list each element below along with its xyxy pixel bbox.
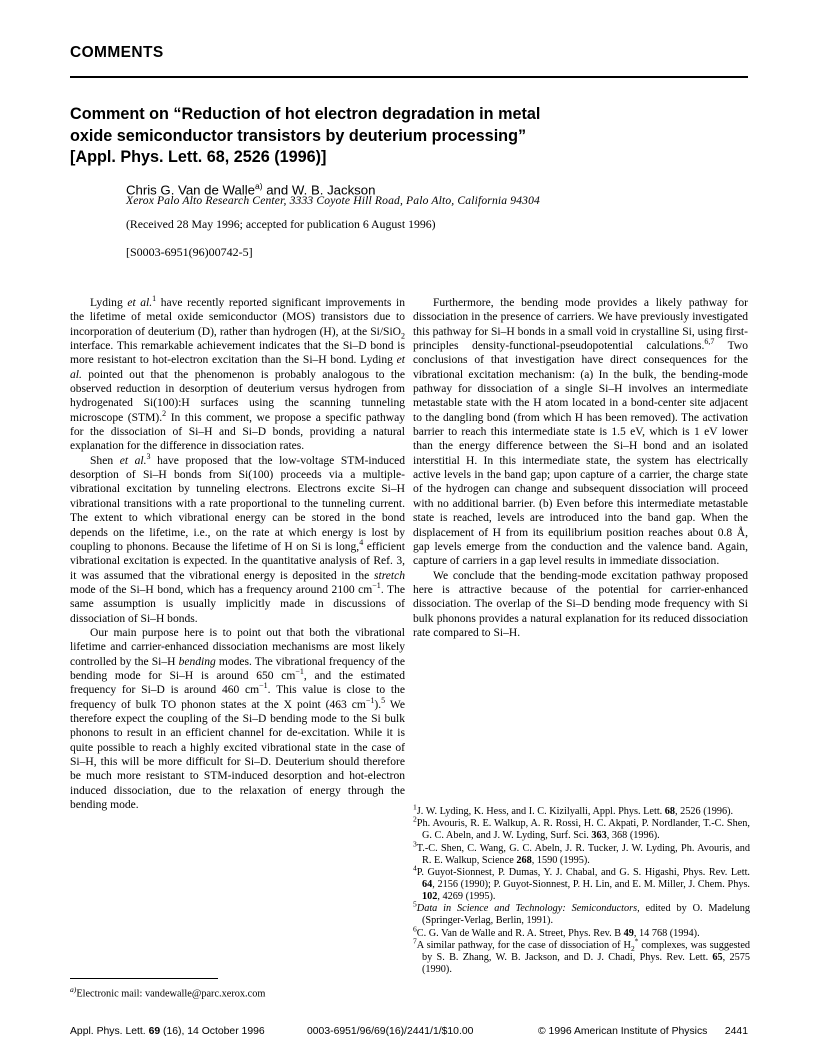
reference-item: $^4$P. Guyot-Sionnest, P. Dumas, Y. J. Chabal, and G. S. Higashi, Phys. Rev. Lett. 64, 2156 (1990); P. Guyot-Sionnest, P. H. Lin, and E. M. Miller, J. Chem. Phys. 102, 4269 (1995). — [413, 863, 750, 902]
paragraph: Lyding et al.$^1$ have recently reported significant improvements in the lifetime of metal oxide semiconductor (MOS) transistors due to incorporation of deuterium (D), rather than hydrogen (H), at the Si/SiO$_2$ interface. This remarkable achievement indicates that the Si–D bond is more resistant to hot-electron excitation than the Si–H bond. Lyding et al. pointed out that the phenomenon is probably analogous to the observed reduction in desorption of deuterium versus hydrogen from hydrogenated Si(100):H surfaces using the scanning tunneling microscope (STM).$^2$ In this comment, we propose a specific pathway for the dissociation of Si–H and Si–D bonds, providing a natural explanation for the difference in dissociation rates. — [70, 294, 406, 453]
footnote-divider — [70, 978, 218, 979]
reference-item: $^3$T.-C. Shen, C. Wang, G. C. Abeln, J. R. Tucker, J. W. Lyding, Ph. Avouris, and R. E. Walkup, Science 268, 1590 (1995). — [413, 839, 750, 866]
paragraph: Furthermore, the bending mode provides a likely pathway for dissociation in the presence of carriers. We have previously investigated this pathway for Si–H bonds in a small void in crystalline Si, using first-principles density-functional-pseudopotential calculations.$^{6,7}$ Two conclusions of that investigation have direct consequences for the vibrational excitation mechanism: (a) In the bulk, the bending-mode pathway for dissociation of a single Si–H involves an intermediate metastable state with the H atom located in a bond-center site adjacent to the dangling bond (from which H has been removed). The activation barrier to reach this intermediate state is 1.5 eV, which is 1 eV lower than the energy difference between the Si–H bond and an isolated interstitial H. In this intermediate state, the system has electrically active levels in the band gap; upon capture of a carrier, the charge state of the hydrogen can change and subsequent dissociation will proceed with no additional barrier. (b) Even before this intermediate metastable state is reached, levels are introduced into the band gap. When the displacement of H from its equilibrium position reaches about 0.8 Å, gap levels emerge from the conduction and the valence band. Again, capture of carriers in a gap level results in immediate dissociation. — [413, 297, 748, 568]
reference-number: 4 — [413, 863, 417, 873]
page-footer — [70, 1026, 748, 1040]
reference-item: $^6$C. G. Van de Walle and R. A. Street, Phys. Rev. B 49, 14 768 (1994). — [413, 924, 700, 939]
reference-list — [413, 802, 751, 976]
paragraph: We conclude that the bending-mode excitation pathway proposed here is attractive because of the potential for carrier-enhanced dissociation. The overlap of the Si–D bending mode frequency with Si bulk phonons provides a natural explanation for its reduced dissociation rate compared to Si–H. — [413, 569, 748, 639]
received-date: (Received 28 May 1996; accepted for publication 6 August 1996) — [126, 217, 436, 231]
footer-journal-prefix: Appl. Phys. Lett. — [70, 1026, 149, 1037]
affiliation: Xerox Palo Alto Research Center, 3333 Coyote Hill Road, Palo Alto, California 94304 — [126, 194, 541, 207]
footer-page-number: 2441 — [724, 1026, 748, 1037]
body-column-right — [413, 296, 748, 640]
author-names-secondary: and W. B. Jackson — [262, 182, 376, 198]
footer-issn-line: 0003-6951/96/69(16)/2441/1/$10.00 — [307, 1026, 474, 1037]
paragraph: Our main purpose here is to point out that both the vibrational lifetime and carrier-enhanced dissociation mechanisms are most likely controlled by the Si–H bending modes. The vibrational frequency of the bending mode for Si–H is around 650 $cm^{-1}$, and the estimated frequency for Si–D is around 460 $cm^{-1}$. This value is close to the frequency of bulk TO phonon states at the X point (463 $cm^{-1}).^5$ We therefore expect the coupling of the Si–D bending mode to the Si bulk phonons to result in an efficient channel for de-excitation. While it is quite possible to reach a highly excited vibrational state in the case of Si–H, this will be more difficult for Si–D. Deuterium should therefore be much more resistant to STM-induced desorption and hot-electron induced dissociation, due to the relaxation of energy through the bending mode. — [70, 626, 405, 812]
page-title — [70, 104, 710, 169]
title-line-3: [Appl. Phys. Lett. 68, 2526 (1996)] — [70, 148, 327, 166]
reference-number: 2 — [413, 815, 417, 824]
reference-item: $^5$Data in Science and Technology: Semiconductors, edited by O. Madelung (Springer-Verlag, Berlin, 1991). — [413, 899, 750, 927]
author-footnote-marker[interactable]: a) — [255, 181, 263, 191]
article-identifier: [S0003-6951(96)00742-5] — [126, 245, 253, 259]
reference-number: 3 — [413, 839, 417, 849]
author-names-primary: Chris G. Van de Walle — [126, 182, 255, 198]
header-divider — [70, 76, 748, 78]
footer-journal-volume: 69 — [148, 1026, 161, 1037]
reference-item: $^2$Ph. Avouris, R. E. Walkup, A. R. Rossi, H. C. Akpati, P. Nordlander, T.-C. Shen, G. C. Abeln, and J. W. Lyding, Surf. Sci. 363, 368 (1996). — [413, 815, 750, 842]
footer-journal-suffix: (16), 14 October 1996 — [160, 1026, 265, 1037]
reference-item: $^1$J. W. Lyding, K. Hess, and I. C. Kizilyalli, Appl. Phys. Lett. 68, 2526 (1996). — [413, 802, 734, 817]
reference-item: $^7$A similar pathway, for the case of dissociation of $H_2^*$ complexes, was suggested by S. B. Zhang, W. B. Jackson, and D. J. Chadi, Phys. Rev. Lett. 65, 2575 (1990). — [413, 936, 751, 975]
reference-number: 6 — [413, 924, 417, 934]
title-line-1: Comment on “Reduction of hot electron degradation in metal — [70, 105, 541, 123]
footnote-text: Electronic mail: vandewalle@parc.xerox.com — [76, 988, 266, 1000]
footnote-marker: a) — [70, 985, 77, 994]
title-line-2: oxide semiconductor transistors by deuterium processing” — [70, 126, 527, 145]
footer-copyright: © 1996 American Institute of Physics — [538, 1026, 708, 1037]
body-column-left — [70, 296, 405, 812]
reference-number: 1 — [413, 802, 417, 812]
reference-number: 5 — [413, 899, 417, 909]
section-header: COMMENTS — [70, 44, 164, 61]
paragraph: Shen et al.$^3$ have proposed that the low-voltage STM-induced desorption of Si–H bonds from Si(100) proceeds via a multiple-vibrational excitation by tunneling electrons. Electrons excite Si–H vibrational transitions with a rate proportional to the tunneling current. The extent to which vibrational energy can be stored in the bond depends on the lifetime, i.e., on the rate at which energy is lost by coupling to phonons. Because the lifetime of H on Si is long,$^4$ efficient vibrational excitation is expected. In the quantitative analysis of Ref. 3, it was assumed that the vibrational energy is deposited in the stretch mode of the Si–H bond, which has a frequency around 2100 $cm^{-1}$. The same assumption is usually implicitly made in discussions of dissociation of Si–H bonds. — [70, 451, 405, 625]
footnote-email — [70, 985, 265, 999]
reference-number: 7 — [413, 936, 417, 946]
footer-journal-citation — [70, 1026, 265, 1037]
